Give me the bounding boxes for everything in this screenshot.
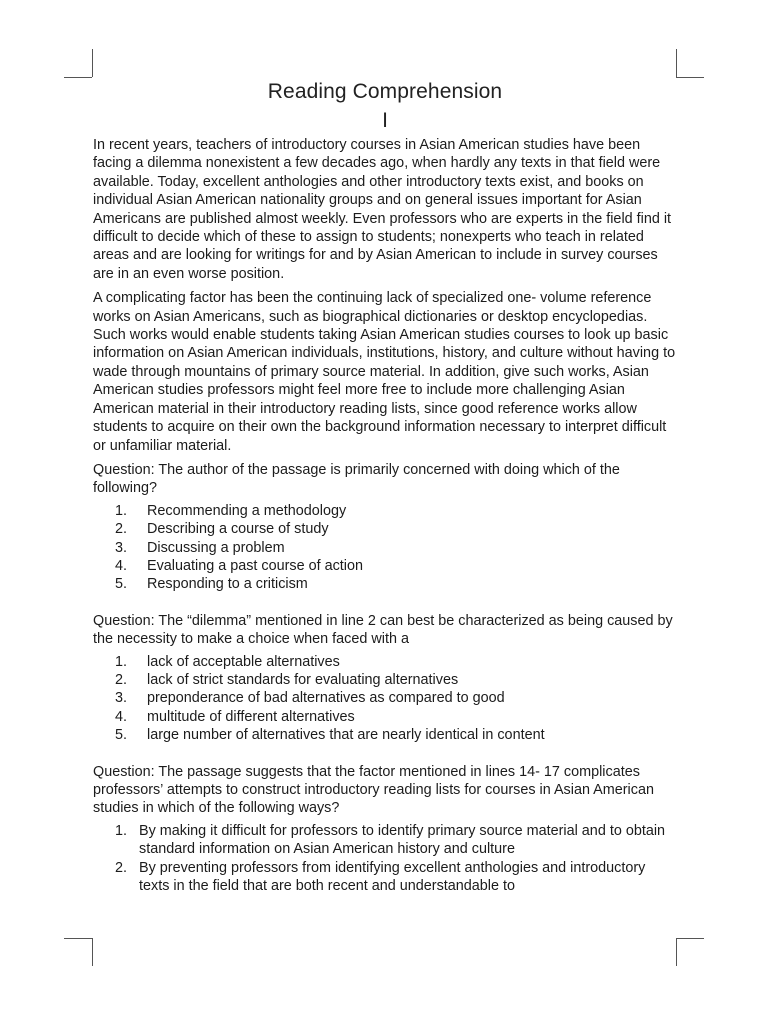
question-1: Question: The author of the passage is primarily concerned with doing which of the following?: [93, 461, 620, 497]
option-number: 1.: [115, 502, 128, 519]
page-title: Reading Comprehension: [267, 80, 503, 103]
option-number: 5.: [115, 727, 128, 744]
document-page: [93, 78, 677, 913]
option-item: [93, 822, 677, 859]
option-text: By making it difficult for professors to identify primary source material and to obtain standard information on Asian American history and culture: [139, 822, 666, 858]
option-text: large number of alternatives that are nearly identical in content: [147, 727, 545, 744]
option-item: [93, 689, 677, 707]
option-number: 4.: [115, 708, 128, 725]
option-number: 4.: [115, 557, 128, 574]
option-number: 2.: [115, 859, 128, 876]
question-1-options: [93, 502, 677, 594]
crop-mark-bottom-left-h: [64, 938, 92, 939]
crop-mark-top-left-v: [92, 49, 93, 77]
option-text: multitude of different alternatives: [147, 708, 355, 725]
crop-mark-top-left-h: [64, 77, 92, 78]
page-subtitle: I: [382, 109, 388, 132]
option-text: By preventing professors from identifying excellent anthologies and introductory texts in the field that are both recent and understandable to: [139, 859, 646, 895]
crop-mark-top-right-h: [676, 77, 704, 78]
question-2-options: [93, 653, 677, 745]
option-text: lack of strict standards for evaluating alternatives: [147, 671, 459, 688]
option-item: [93, 859, 677, 896]
option-text: preponderance of bad alternatives as compared to good: [147, 690, 505, 707]
option-item: [93, 557, 677, 575]
passage-paragraph-2: A complicating factor has been the continuing lack of specialized one- volume reference works on Asian Americans, such as biographical dictionaries or desktop encyclopedias. Such works would enable students taking Asian American studies courses to look up basic information on Asian American individuals, institutions, history, and culture without having to wade through mountains of primary source material. In addition, give such works, Asian American studies professors might feel more free to include more challenging Asian American material in their introductory reading lists, since good reference works allow students to acquire on their own the background information necessary to interpret difficult or unfamiliar material.: [93, 290, 676, 454]
option-text: Recommending a methodology: [147, 502, 347, 519]
option-item: [93, 539, 677, 557]
option-text: Evaluating a past course of action: [147, 557, 363, 574]
question-3: Question: The passage suggests that the factor mentioned in lines 14- 17 complicates professors’ attempts to construct introductory reading lists for courses in Asian American studies in which of the following ways?: [93, 763, 654, 817]
question-3-options: [93, 822, 677, 896]
option-number: 5.: [115, 576, 128, 593]
option-number: 2.: [115, 521, 128, 538]
option-text: Responding to a criticism: [147, 576, 308, 593]
crop-mark-bottom-left-v: [92, 938, 93, 966]
option-text: Discussing a problem: [147, 539, 285, 556]
option-item: [93, 502, 677, 520]
option-number: 3.: [115, 539, 128, 556]
option-text: Describing a course of study: [147, 521, 329, 538]
option-number: 1.: [115, 653, 128, 670]
option-item: [93, 575, 677, 593]
option-number: 1.: [115, 822, 128, 839]
option-text: lack of acceptable alternatives: [147, 653, 340, 670]
crop-mark-bottom-right-h: [676, 938, 704, 939]
option-item: [93, 671, 677, 689]
option-item: [93, 726, 677, 744]
crop-mark-bottom-right-v: [676, 938, 677, 966]
option-number: 3.: [115, 690, 128, 707]
option-item: [93, 708, 677, 726]
question-2: Question: The “dilemma” mentioned in line 2 can best be characterized as being caused by the necessity to make a choice when faced with a: [93, 612, 673, 648]
option-item: [93, 653, 677, 671]
option-number: 2.: [115, 671, 128, 688]
option-item: [93, 520, 677, 538]
passage-paragraph-1: In recent years, teachers of introductory courses in Asian American studies have been facing a dilemma nonexistent a few decades ago, when hardly any texts in that field were available. Today, excellent anthologies and other introductory texts exist, and books on individual Asian American nationality groups and on general issues important for Asian Americans are published almost weekly. Even professors who are experts in the field find it difficult to decide which of these to assign to students; nonexperts who teach in related areas and are looking for writings for and by Asian American to include in survey courses are in an even worse position.: [93, 137, 672, 282]
crop-mark-top-right-v: [676, 49, 677, 77]
